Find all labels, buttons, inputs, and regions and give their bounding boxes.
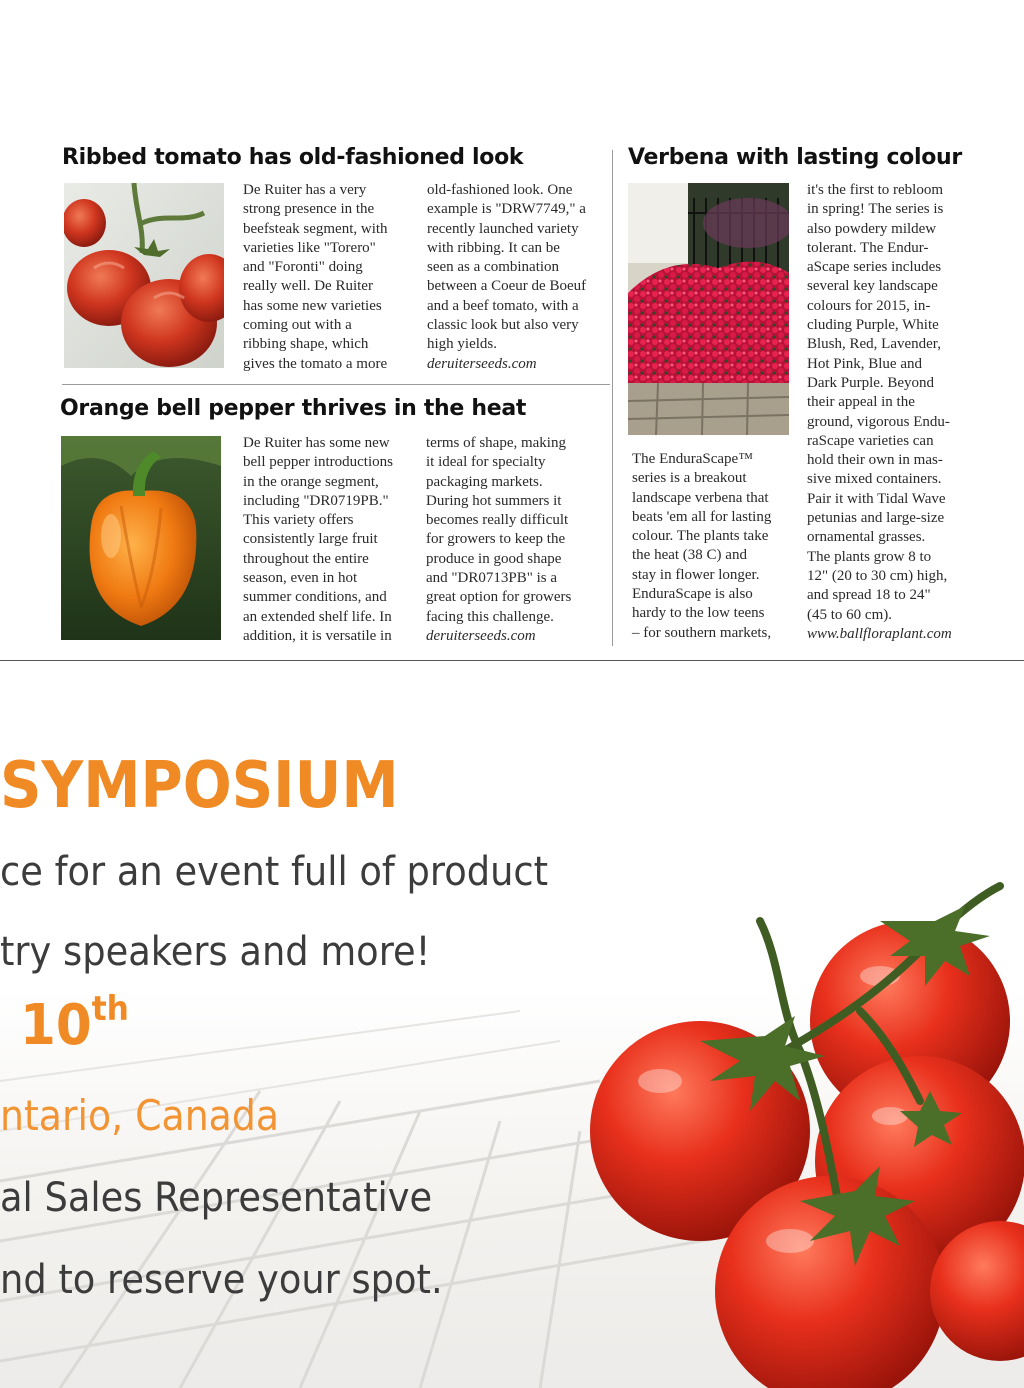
pepper-col1-line: This variety offers	[243, 512, 354, 529]
verbena-col2-line: The plants grow 8 to	[807, 548, 932, 565]
symposium-advertisement	[0, 661, 1024, 1388]
pepper-col2-line: for growers to keep the	[426, 531, 566, 548]
tomato-column-1	[243, 181, 418, 374]
verbena-col2-line: it's the first to rebloom	[807, 182, 944, 198]
verbena-col2-line: petunias and large-size	[807, 510, 945, 527]
tomato-col1-line: De Ruiter has a very	[243, 182, 367, 198]
tomato-col1-line: gives the tomato a more	[243, 355, 388, 372]
tomato-url[interactable]: deruiterseeds.com	[427, 355, 537, 372]
verbena-col2-line: Pair it with Tidal Wave	[807, 490, 946, 507]
pepper-col2-line: it ideal for specialty	[426, 454, 546, 471]
verbena-col1-line: landscape verbena that	[632, 489, 769, 506]
ad-line-4: nd to reserve your spot.	[0, 1257, 443, 1303]
pepper-col2-line: During hot summers it	[426, 492, 562, 509]
verbena-col1-line: colour. The plants take	[632, 528, 769, 545]
verbena-col2-line: Hot Pink, Blue and	[807, 355, 922, 372]
tomato-col1-line: beefsteak segment, with	[243, 220, 388, 237]
tomato-vine-image	[500, 871, 1024, 1388]
ad-location: ntario, Canada	[0, 1091, 279, 1140]
ad-date-suffix: th	[91, 989, 129, 1029]
verbena-col2-line: and spread 18 to 24"	[807, 587, 931, 604]
pepper-col1-line: consistently large fruit	[243, 531, 378, 548]
ad-title: SYMPOSIUM	[0, 749, 399, 823]
article-divider	[62, 384, 610, 385]
tomato-col1-line: strong presence in the	[243, 201, 375, 218]
tomato-headline: Ribbed tomato has old-fashioned look	[62, 145, 524, 170]
tomato-col2-line: between a Coeur de Boeuf	[427, 278, 587, 295]
tomato-column-2	[427, 181, 607, 374]
verbena-col1-line: hardy to the low teens	[632, 605, 765, 622]
verbena-col2-line: ornamental grasses.	[807, 529, 926, 546]
tomato-col1-line: ribbing shape, which	[243, 336, 369, 353]
pepper-url[interactable]: deruiterseeds.com	[426, 627, 536, 644]
ad-line-2: try speakers and more!	[0, 929, 431, 975]
pepper-column-1	[243, 434, 418, 646]
verbena-col2-line: raScape varieties can	[807, 432, 934, 449]
verbena-col2-line: their appeal in the	[807, 394, 915, 411]
ribbed-tomato-photo	[64, 183, 224, 368]
verbena-url[interactable]: www.ballfloraplant.com	[807, 625, 952, 642]
verbena-col2-line: ground, vigorous Endu-	[807, 413, 950, 430]
ad-line-3: al Sales Representative	[0, 1175, 433, 1221]
verbena-col2-line: cluding Purple, White	[807, 317, 939, 334]
pepper-col1-line: in the orange segment,	[243, 473, 379, 490]
ad-date-number: 10	[20, 993, 92, 1058]
pepper-col1-line: an extended shelf life. In	[243, 608, 392, 625]
verbena-col2-line: colours for 2015, in-	[807, 297, 931, 314]
tomato-col2-line: recently launched variety	[427, 220, 579, 237]
verbena-col2-line: 12" (20 to 30 cm) high,	[807, 567, 948, 584]
pepper-column-2	[426, 434, 606, 646]
pepper-col2-line: packaging markets.	[426, 473, 543, 490]
pepper-col1-line: including "DR0719PB."	[243, 492, 389, 509]
tomato-col2-line: classic look but also very	[427, 317, 579, 334]
tomato-col2-line: seen as a combination	[427, 259, 560, 276]
pepper-col1-line: throughout the entire	[243, 550, 369, 567]
verbena-col2-line: Dark Purple. Beyond	[807, 374, 935, 391]
pepper-col2-line: produce in good shape	[426, 550, 562, 567]
verbena-col1-line: – for southern markets,	[632, 624, 772, 641]
tomato-col2-line: high yields.	[427, 336, 497, 353]
tomato-col1-line: really well. De Ruiter	[243, 278, 373, 295]
tomato-col2-line: and a beef tomato, with a	[427, 297, 579, 314]
pepper-col2-line: facing this challenge.	[426, 608, 554, 625]
pepper-col1-line: bell pepper introductions	[243, 454, 393, 471]
pepper-col2-line: great option for growers	[426, 589, 572, 606]
tomato-col2-line: example is "DRW7749," a	[427, 201, 586, 218]
verbena-column-2	[807, 181, 1007, 644]
pepper-col1-line: summer conditions, and	[243, 589, 387, 606]
pepper-col2-line: terms of shape, making	[426, 435, 566, 451]
verbena-col1-line: the heat (38 C) and	[632, 547, 747, 564]
verbena-col2-line: hold their own in mas-	[807, 452, 943, 469]
verbena-col1-line: stay in flower longer.	[632, 566, 760, 583]
tomato-col1-line: coming out with a	[243, 317, 352, 334]
verbena-flowers-photo	[628, 183, 789, 435]
tomato-col1-line: has some new varieties	[243, 297, 382, 314]
verbena-col2-line: in spring! The series is	[807, 201, 944, 218]
pepper-col2-line: becomes really difficult	[426, 512, 569, 529]
verbena-col1-line: The EnduraScape™	[632, 451, 753, 467]
tomato-col1-line: varieties like "Torero"	[243, 239, 376, 256]
verbena-col2-line: aScape series includes	[807, 259, 942, 276]
verbena-col2-line: tolerant. The Endur-	[807, 239, 929, 256]
verbena-col2-line: several key landscape	[807, 278, 938, 295]
ad-date	[20, 989, 129, 1058]
pepper-col1-line: De Ruiter has some new	[243, 435, 390, 451]
pepper-col2-line: and "DR0713PB" is a	[426, 570, 558, 587]
verbena-col1-line: beats 'em all for lasting	[632, 508, 772, 525]
pepper-headline: Orange bell pepper thrives in the heat	[60, 396, 527, 421]
tomato-col2-line: old-fashioned look. One	[427, 182, 573, 198]
orange-pepper-photo	[61, 436, 221, 640]
verbena-col2-line: Blush, Red, Lavender,	[807, 336, 941, 353]
verbena-col2-line: also powdery mildew	[807, 220, 937, 237]
verbena-column-1	[632, 450, 802, 643]
verbena-headline: Verbena with lasting colour	[628, 145, 962, 170]
column-divider	[612, 150, 613, 646]
verbena-col2-line: (45 to 60 cm).	[807, 606, 892, 623]
pepper-col1-line: season, even in hot	[243, 570, 358, 587]
pepper-col1-line: addition, it is versatile in	[243, 627, 392, 644]
verbena-col1-line: EnduraScape is also	[632, 586, 753, 603]
tomato-col1-line: and "Foronti" doing	[243, 259, 363, 276]
verbena-col2-line: sive mixed containers.	[807, 471, 942, 488]
tomato-col2-line: with ribbing. It can be	[427, 239, 560, 256]
ad-line-1: ce for an event full of product	[0, 849, 549, 895]
verbena-col1-line: series is a breakout	[632, 470, 747, 487]
